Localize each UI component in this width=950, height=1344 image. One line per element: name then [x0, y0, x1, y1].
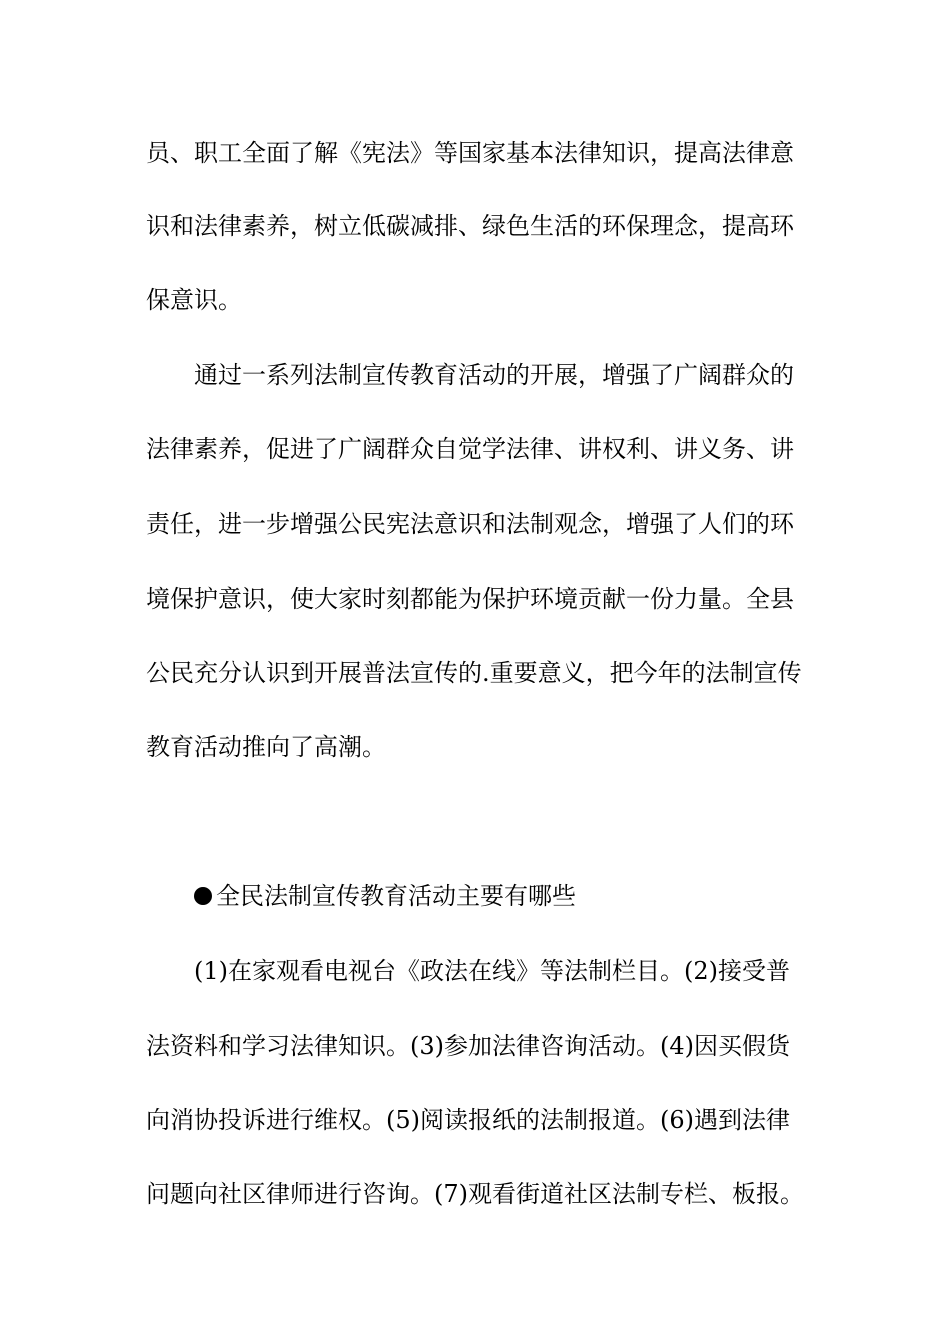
paragraph-2-line-5: 公民充分认识到开展普法宣传的.重要意义，把今年的法制宣传 — [146, 659, 802, 687]
paragraph-2-line-6: 教育活动推向了高潮。 — [146, 733, 386, 761]
paragraph-3-line-1: (1)在家观看电视台《政法在线》等法制栏目。(2)接受普 — [194, 957, 790, 985]
section-heading — [194, 881, 826, 911]
paragraph-1-line-2: 识和法律素养，树立低碳减排、绿色生活的环保理念，提高环 — [146, 212, 794, 240]
paragraph-1-line-1: 员、职工全面了解《宪法》等国家基本法律知识，提高法律意 — [146, 139, 794, 167]
paragraph-3-line-2: 法资料和学习法律知识。(3)参加法律咨询活动。(4)因买假货 — [146, 1032, 790, 1060]
paragraph-2-line-2: 法律素养，促进了广阔群众自觉学法律、讲权利、讲义务、讲 — [146, 435, 794, 463]
paragraph-1-line-3: 保意识。 — [146, 286, 242, 314]
paragraph-2-line-4: 境保护意识，使大家时刻都能为保护环境贡献一份力量。全县 — [146, 585, 794, 613]
paragraph-3-line-3: 向消协投诉进行维权。(5)阅读报纸的法制报道。(6)遇到法律 — [146, 1106, 790, 1134]
paragraph-2-line-3: 责任，进一步增强公民宪法意识和法制观念，增强了人们的环 — [146, 510, 794, 538]
paragraph-3-line-4: 问题向社区律师进行咨询。(7)观看街道社区法制专栏、板报。 — [146, 1180, 804, 1208]
section-heading-text: 全民法制宣传教育活动主要有哪些 — [216, 882, 576, 910]
paragraph-2-line-1: 通过一系列法制宣传教育活动的开展，增强了广阔群众的 — [194, 361, 794, 389]
bullet-icon — [194, 887, 212, 905]
